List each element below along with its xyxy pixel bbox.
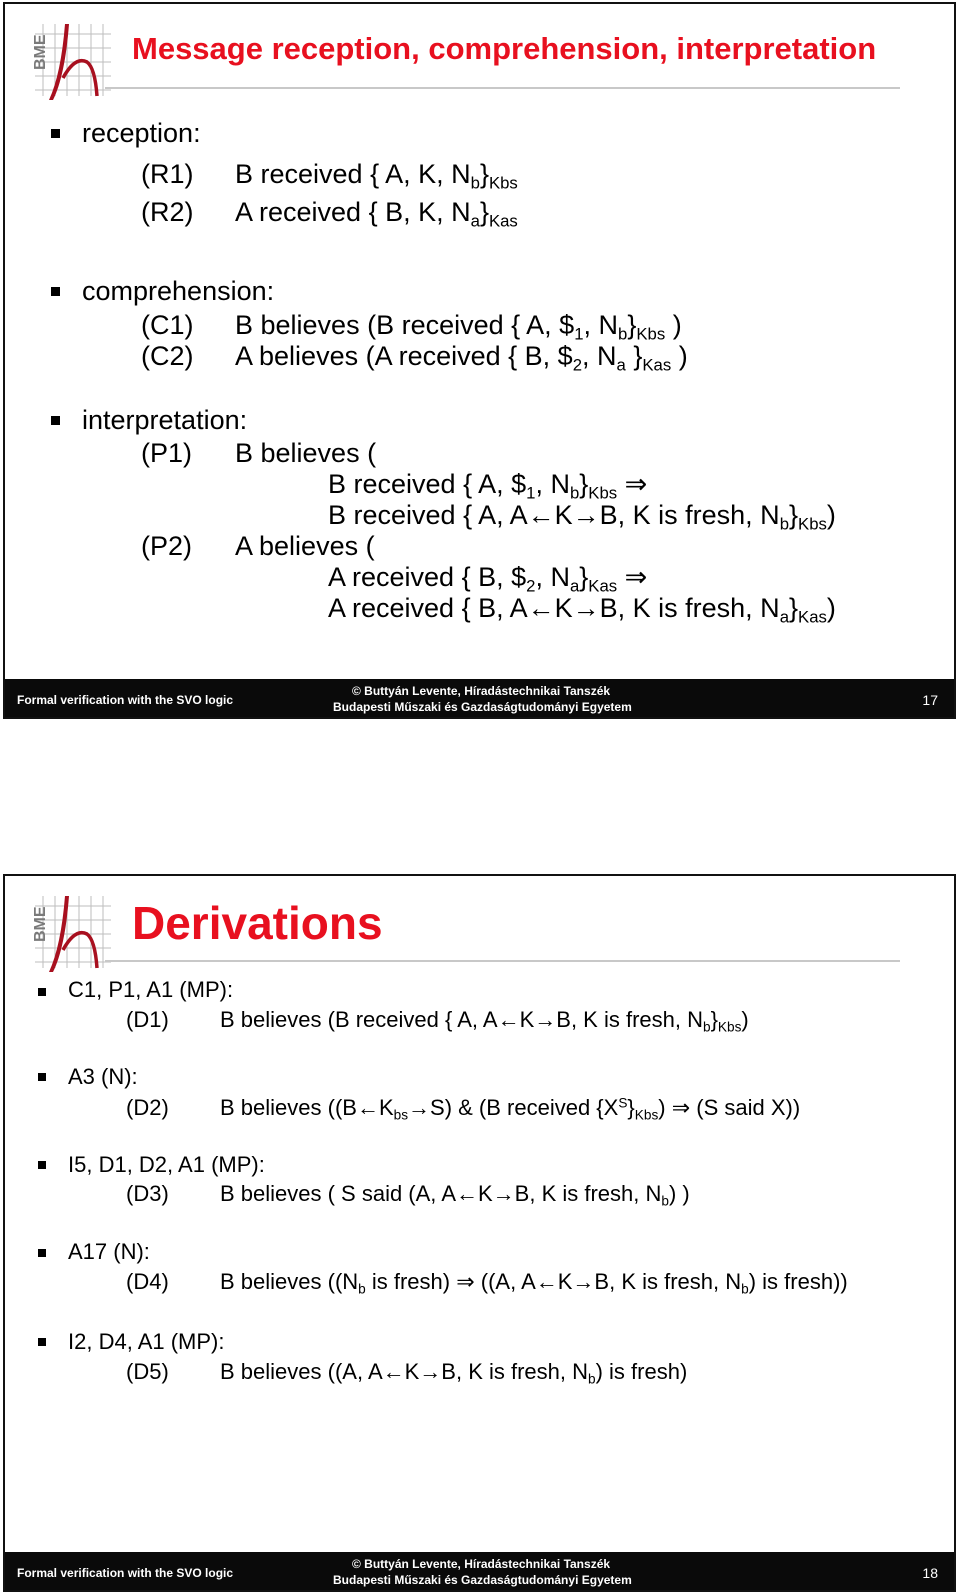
bullet-icon [38, 1249, 46, 1257]
page-number: 17 [922, 692, 938, 708]
slide-18 [3, 874, 956, 1592]
bullet-icon [38, 988, 46, 996]
line-label: (C1) [141, 310, 194, 340]
section-heading: reception: [82, 118, 201, 148]
line-label: (D4) [126, 1269, 169, 1294]
line-label: (C2) [141, 341, 194, 371]
svg-text:BME: BME [32, 906, 49, 942]
formula-line: B received { A, $\$_1$, $N_b\}_{Kbs}$ ⇒ [328, 469, 648, 503]
formula-line: A believes ( [235, 531, 375, 561]
section-heading: A3 (N): [68, 1064, 138, 1089]
formula-line: B believes ($(B\leftarrow K_{bs}\to S)$ & (B received $\{X^S\}_{Kbs}$) ⇒ (S said X)) [220, 1095, 801, 1123]
footer-course-title: Formal verification with the SVO logic [17, 1566, 234, 1580]
bullet-icon [51, 287, 60, 296]
formula-line: B believes ( [235, 438, 377, 468]
line-label: (D2) [126, 1095, 169, 1120]
line-label: (D3) [126, 1181, 169, 1206]
bullet-icon [38, 1073, 46, 1081]
formula-line: B believes ( S said (A, A←K→B, K is fresh, $N_b$) ) [220, 1181, 690, 1209]
footer-copyright: © Buttyán Levente, Híradástechnikai Tanszék [352, 684, 611, 698]
slide-footer [5, 679, 954, 717]
section-heading: C1, P1, A1 (MP): [68, 977, 234, 1002]
section-heading: A17 (N): [68, 1239, 150, 1264]
bme-logo-icon [25, 16, 125, 106]
bullet-icon [51, 129, 60, 138]
footer-university: Budapesti Műszaki és Gazdaságtudományi Egyetem [333, 700, 632, 714]
bme-logo-icon [25, 888, 125, 978]
section-heading: interpretation: [82, 405, 248, 435]
line-label: (D1) [126, 1007, 169, 1032]
title-divider [105, 87, 900, 89]
slide-title: Message reception, comprehension, interpretation [132, 31, 877, 66]
bullet-icon [38, 1338, 46, 1346]
line-label: (D5) [126, 1359, 169, 1384]
svg-text:BME: BME [32, 34, 49, 70]
formula-line: A believes (A received { B, $\$_2$, $N_a$ }$_{Kas}$ ) [235, 341, 688, 375]
line-label: (P1) [141, 438, 193, 468]
slide-17 [3, 2, 956, 719]
formula-line: B believes ((A, A←K→B, K is fresh, $N_b$) is fresh) [220, 1359, 688, 1387]
formula-line: A received { B, K, $N_a\}_{Kas}$ [235, 197, 518, 231]
footer-copyright: © Buttyán Levente, Híradástechnikai Tanszék [352, 1557, 611, 1571]
line-label: (P2) [141, 531, 193, 561]
bullet-icon [38, 1161, 46, 1169]
formula-line: A received { B, A←K→B, K is fresh, $N_a\}_{Kas}$) [328, 593, 836, 627]
section-heading: comprehension: [82, 276, 275, 306]
slide-footer [5, 1552, 954, 1590]
section-heading: I5, D1, D2, A1 (MP): [68, 1152, 265, 1177]
bullet-icon [51, 416, 60, 425]
formula-line: A received { B, $\$_2$, $N_a\}_{Kas}$ ⇒ [328, 562, 648, 596]
title-divider [105, 960, 900, 962]
section-heading: I2, D4, A1 (MP): [68, 1329, 225, 1354]
formula-line: B received { A, A←K→B, K is fresh, $N_b\}_{Kbs}$) [328, 500, 836, 534]
formula-line: B received { A, K, $N_b\}_{Kbs}$ [235, 159, 518, 193]
formula-line: B believes (B received { A, A←K→B, K is fresh, $N_b\}_{Kbs}$) [220, 1007, 749, 1035]
footer-university: Budapesti Műszaki és Gazdaságtudományi Egyetem [333, 1573, 632, 1587]
formula-line: B believes (B received { A, $\$_1$, $N_b\}_{Kbs}$ ) [235, 310, 682, 344]
slide-title: Derivations [132, 897, 383, 949]
page-number: 18 [922, 1565, 938, 1581]
formula-line: B believes (($N_b$ is fresh) ⇒ ((A, A←K→B, K is fresh, $N_b$) is fresh)) [220, 1269, 848, 1297]
line-label: (R2) [141, 197, 194, 227]
footer-course-title: Formal verification with the SVO logic [17, 693, 234, 707]
line-label: (R1) [141, 159, 194, 189]
